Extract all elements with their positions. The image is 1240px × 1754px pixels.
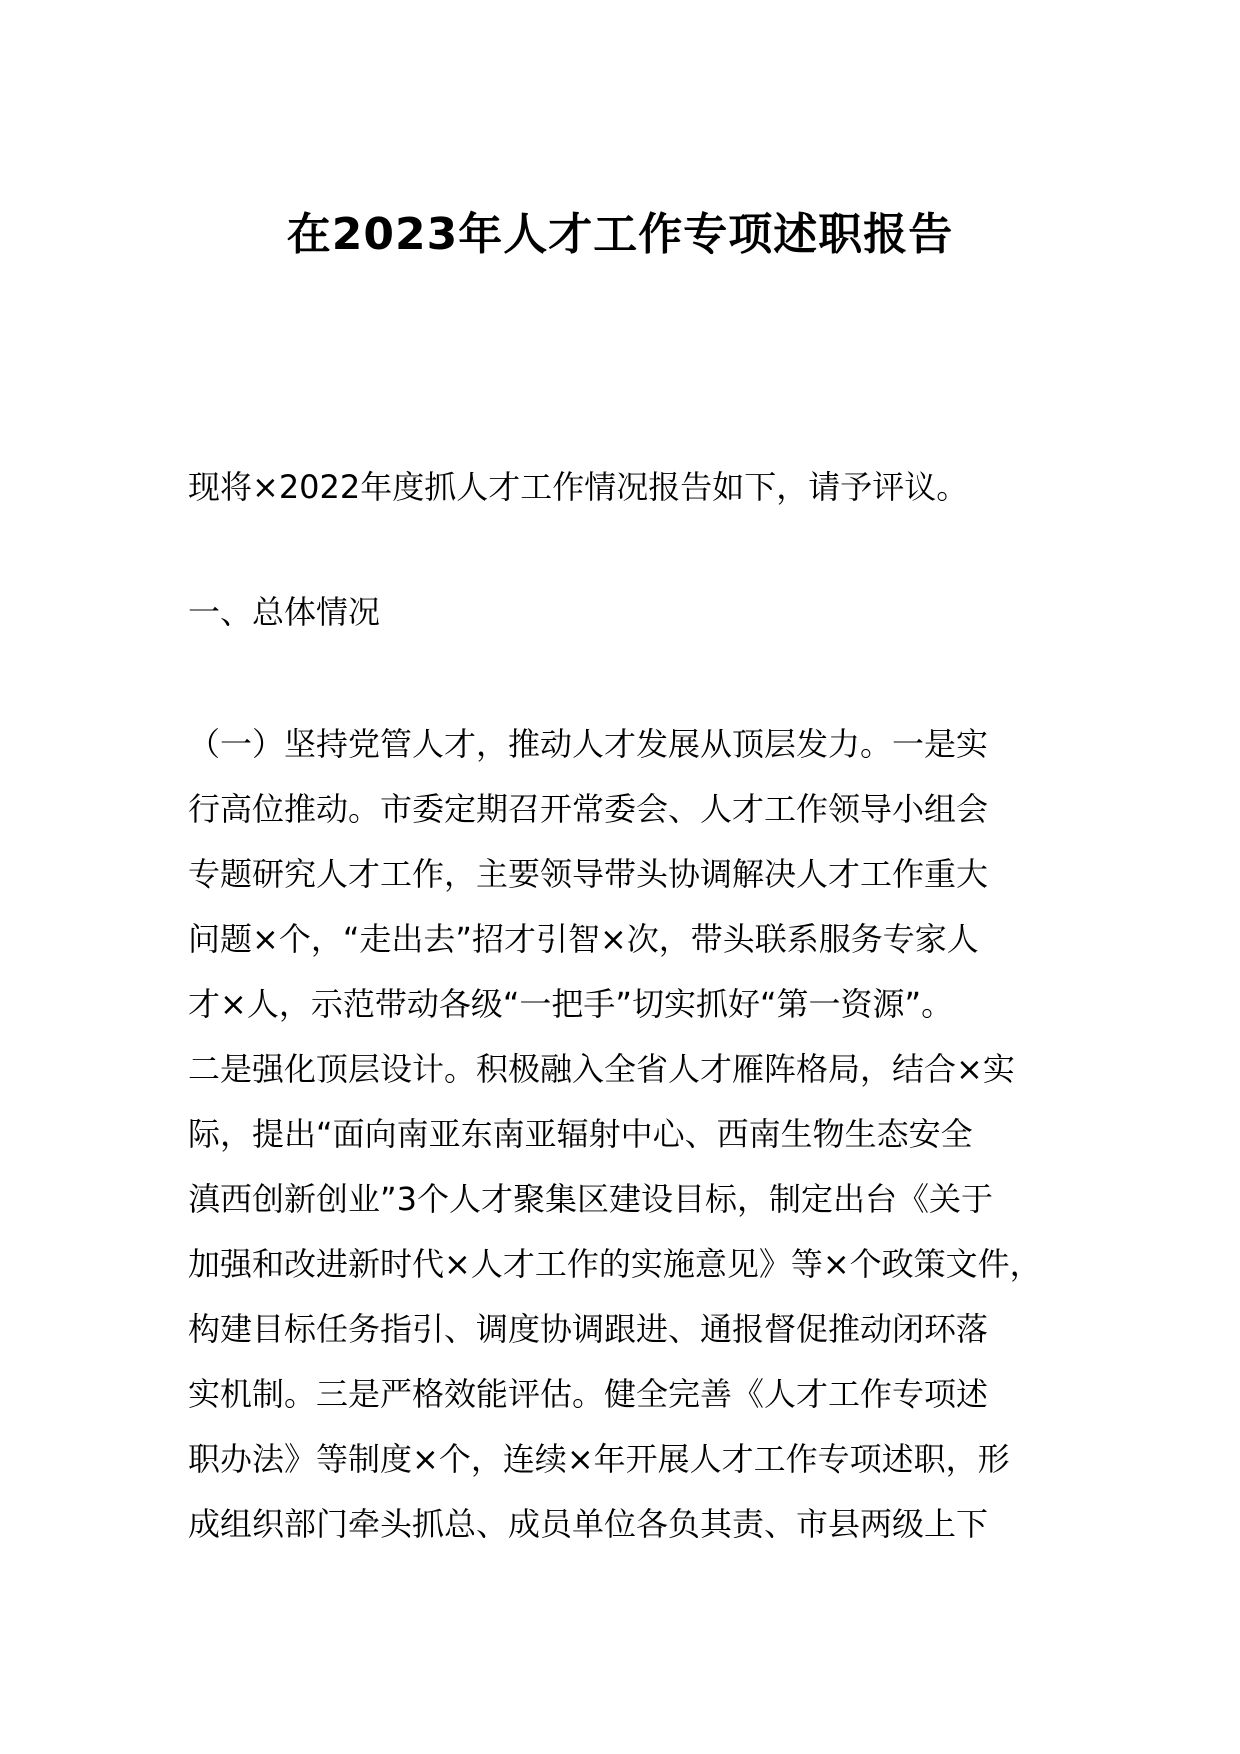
paragraph-line: 构建目标任务指引、调度协调跟进、通报督促推动闭环落	[188, 1310, 989, 1348]
paragraph-line: 加强和改进新时代×人才工作的实施意见》等×个政策文件，	[188, 1245, 1042, 1283]
paragraph-line: 问题×个，“走出去”招才引智×次，带头联系服务专家人	[188, 920, 979, 958]
paragraph-line: 专题研究人才工作，主要领导带头协调解决人才工作重大	[188, 855, 989, 893]
paragraph-line: 行高位推动。市委定期召开常委会、人才工作领导小组会	[188, 790, 989, 828]
body-paragraph	[188, 712, 1088, 1557]
paragraph-line: 二是强化顶层设计。积极融入全省人才雁阵格局，结合×实	[188, 1050, 1015, 1088]
paragraph-line: 才×人，示范带动各级“一把手”切实抓好“第一资源”。	[188, 985, 954, 1023]
paragraph-line: 实机制。三是严格效能评估。健全完善《人才工作专项述	[188, 1375, 989, 1413]
intro-paragraph: 现将×2022年度抓人才工作情况报告如下，请予评议。	[188, 468, 969, 506]
paragraph-line: 成组织部门牵头抓总、成员单位各负其责、市县两级上下	[188, 1505, 989, 1543]
paragraph-line: 滇西创新创业”3个人才聚集区建设目标，制定出台《关于	[188, 1180, 993, 1218]
paragraph-line: 际，提出“面向南亚东南亚辐射中心、西南生物生态安全	[188, 1115, 973, 1153]
document-title: 在2023年人才工作专项述职报告	[286, 209, 954, 260]
paragraph-line: 职办法》等制度×个，连续×年开展人才工作专项述职，形	[188, 1440, 1010, 1478]
paragraph-line: （一）坚持党管人才，推动人才发展从顶层发力。一是实	[188, 725, 989, 763]
section-heading: 一、总体情况	[188, 593, 381, 631]
